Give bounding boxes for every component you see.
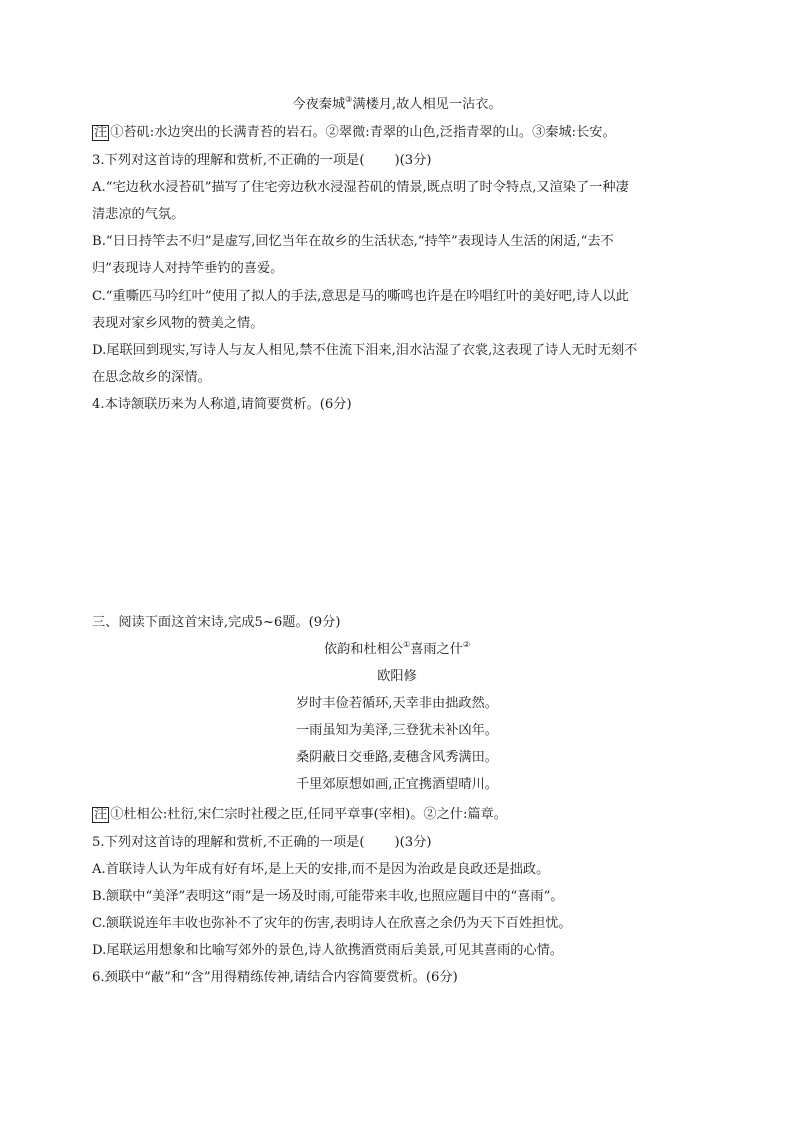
q3-stem: 3.下列对这首诗的理解和赏析,不正确的一项是( )(3分) — [92, 153, 432, 168]
note-label: 注 — [94, 807, 108, 822]
q3-option-b: B.“日日持竿去不归”是虚写,回忆当年在故乡的生活状态,“持竿”表现诗人生活的闲适,“去不 — [92, 234, 614, 249]
poem1-last-line: 今夜秦城③满楼月,故人相见一沾衣。 — [292, 95, 502, 112]
q3-option-d: D.尾联回到现实,写诗人与友人相见,禁不住流下泪来,泪水沾湿了衣裳,这表现了诗人无时无刻不 — [92, 343, 638, 358]
poem1-note: 注 ①苔矶:水边突出的长满青苔的岩石。②翠微:青翠的山色,泛指青翠的山。③秦城:长安。 — [94, 125, 616, 140]
q5-option-b: B.颔联中“美泽”表明这“雨”是一场及时雨,可能带来丰收,也照应题目中的“喜雨”。 — [92, 889, 564, 904]
q3-option-c: C.“重嘶匹马吟红叶”使用了拟人的手法,意思是马的嘶鸣也许是在吟唱红叶的美好吧,诗人以此 — [92, 289, 629, 304]
q4-stem: 4.本诗颔联历来为人称道,请简要赏析。(6分) — [92, 397, 352, 412]
q3-option-a: A.“宅边秋水浸苔矶”描写了住宅旁边秋水浸湿苔矶的情景,既点明了时令特点,又渲染了一种凄 — [92, 180, 629, 195]
q6-stem: 6.颈联中“蔽”和“含”用得精练传神,请结合内容简要赏析。(6分) — [92, 970, 458, 985]
poem2-line-1: 岁时丰俭若循环,天幸非由拙政然。 — [295, 696, 498, 711]
poem2-note: 注 ①杜相公:杜衍,宋仁宗时社稷之臣,任同平章事(宰相)。②之什:篇章。 — [94, 807, 507, 822]
note-label: 注 — [94, 125, 108, 140]
q5-option-c: C.颔联说连年丰收也弥补不了灾年的伤害,表明诗人在欣喜之余仍为天下百姓担忧。 — [92, 916, 572, 931]
poem2-line-4: 千里郊原想如画,正宜携酒望晴川。 — [295, 777, 498, 792]
poem2-title: 依韵和杜相公①喜雨之什② — [323, 640, 471, 657]
q5-stem: 5.下列对这首诗的理解和赏析,不正确的一项是( )(3分) — [92, 835, 432, 850]
poem2-author: 欧阳修 — [377, 669, 417, 684]
footnote-mark: ① — [403, 640, 411, 649]
section3-heading: 三、阅读下面这首宋诗,完成5~6题。(9分) — [92, 615, 341, 630]
q5-option-a: A.首联诗人认为年成有好有坏,是上天的安排,而不是因为治政是良政还是拙政。 — [92, 862, 550, 877]
q3-option-d-cont: 在思念故乡的深情。 — [92, 370, 211, 385]
q3-option-b-cont: 归”表现诗人对持竿垂钓的喜爱。 — [92, 261, 284, 276]
poem2-line-3: 桑阴蔽日交垂路,麦穗含风秀满田。 — [295, 750, 498, 765]
q5-option-d: D.尾联运用想象和比喻写郊外的景色,诗人欲携酒赏雨后美景,可见其喜雨的心情。 — [92, 943, 564, 958]
poem2-line-2: 一雨虽知为美泽,三登犹未补凶年。 — [295, 723, 498, 738]
footnote-mark: ③ — [345, 95, 353, 104]
q3-option-c-cont: 表现对家乡风物的赞美之情。 — [92, 316, 264, 331]
q3-option-a-cont: 清悲凉的气氛。 — [92, 207, 185, 222]
footnote-mark: ② — [462, 640, 471, 649]
